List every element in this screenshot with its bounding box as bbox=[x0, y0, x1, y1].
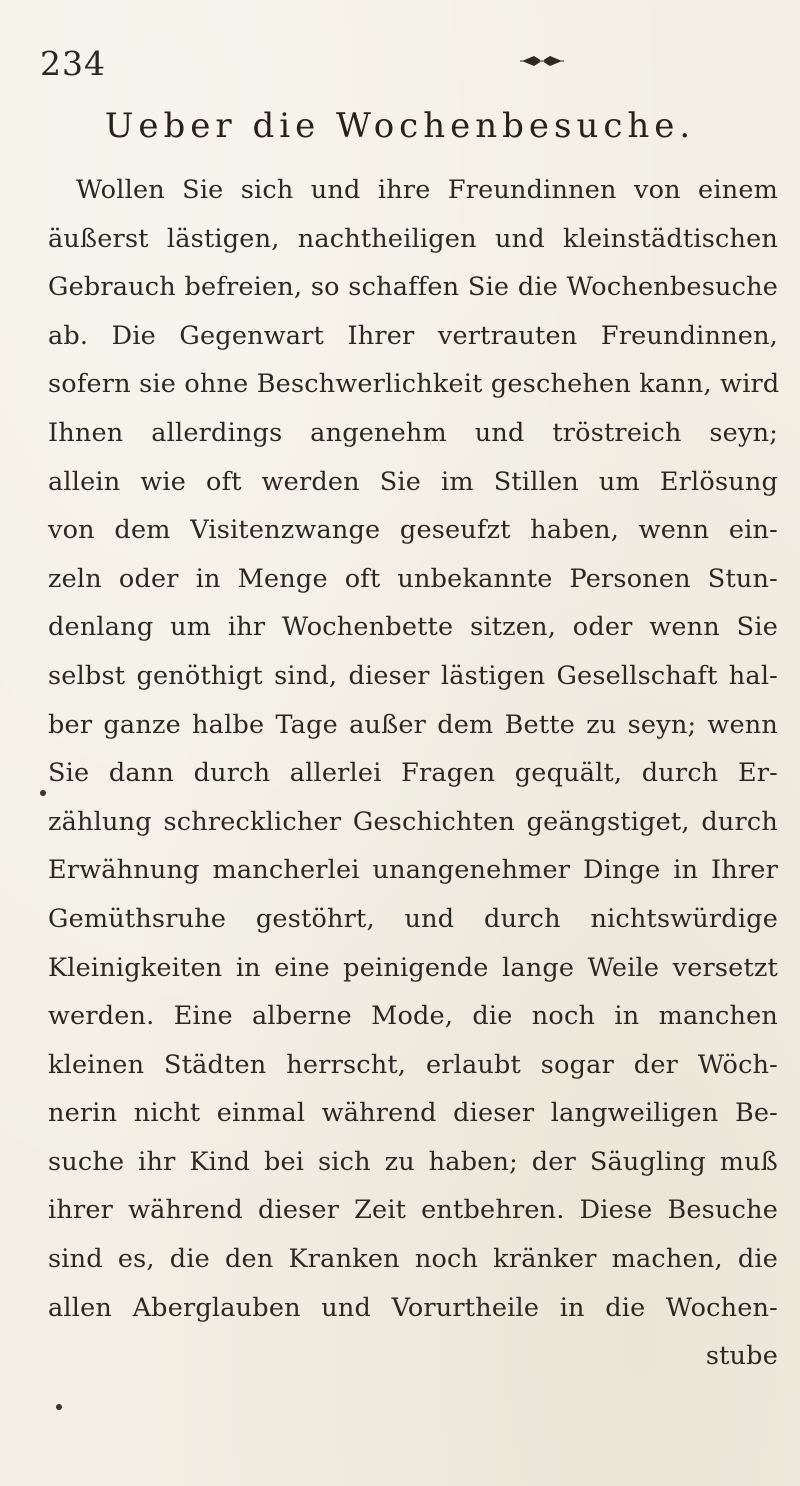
chapter-heading: Ueber die Wochenbesuche. bbox=[104, 106, 696, 146]
text-line: zählung schrecklicher Geschichten geängstiget, durch bbox=[48, 806, 778, 837]
text-line: ber ganze halbe Tage außer dem Bette zu seyn; wenn bbox=[48, 709, 778, 740]
body-text bbox=[48, 166, 778, 1381]
text-line: kleinen Städten herrscht, erlaubt sogar der Wöch- bbox=[48, 1049, 778, 1080]
text-line: nerin nicht einmal während dieser langweiligen Be- bbox=[48, 1098, 778, 1129]
ink-speck bbox=[56, 1404, 62, 1410]
text-line: ab. Die Gegenwart Ihrer vertrauten Freundinnen, bbox=[48, 320, 778, 351]
text-line: Gebrauch befreien, so schaffen Sie die Wochenbesuche bbox=[48, 272, 778, 303]
ink-speck bbox=[40, 790, 46, 796]
text-line: Ihnen allerdings angenehm und tröstreich seyn; bbox=[48, 417, 778, 448]
page-number: 234 bbox=[40, 44, 106, 83]
text-line: werden. Eine alberne Mode, die noch in manchen bbox=[48, 1001, 778, 1032]
text-line: suche ihr Kind bei sich zu haben; der Säugling muß bbox=[48, 1146, 778, 1177]
text-line: selbst genöthigt sind, dieser lästigen Gesellschaft hal- bbox=[48, 660, 778, 691]
printer-ornament-icon bbox=[520, 52, 564, 70]
text-line: zeln oder in Menge oft unbekannte Personen Stun- bbox=[48, 563, 778, 594]
text-line: von dem Visitenzwange geseufzt haben, wenn ein- bbox=[48, 515, 778, 546]
text-line: Erwähnung mancherlei unangenehmer Dinge in Ihrer bbox=[48, 855, 778, 886]
text-line: denlang um ihr Wochenbette sitzen, oder wenn Sie bbox=[48, 612, 778, 643]
text-line: Kleinigkeiten in eine peinigende lange Weile versetzt bbox=[48, 952, 778, 983]
text-line: sofern sie ohne Beschwerlichkeit geschehen kann, wird bbox=[48, 369, 780, 400]
text-line: äußerst lästigen, nachtheiligen und kleinstädtischen bbox=[48, 223, 778, 254]
text-line: allein wie oft werden Sie im Stillen um Erlösung bbox=[48, 466, 778, 497]
text-line: Wollen Sie sich und ihre Freundinnen von einem bbox=[76, 175, 778, 205]
text-line: Sie dann durch allerlei Fragen gequält, durch Er- bbox=[48, 758, 778, 789]
text-line: Gemüthsruhe gestöhrt, und durch nichtswürdige bbox=[48, 903, 778, 934]
text-line: sind es, die den Kranken noch kränker machen, die bbox=[48, 1244, 778, 1275]
text-line: allen Aberglauben und Vorurtheile in die Wochen- bbox=[48, 1292, 778, 1323]
text-line: ihrer während dieser Zeit entbehren. Diese Besuche bbox=[48, 1195, 778, 1226]
catchword: stube bbox=[705, 1341, 778, 1372]
